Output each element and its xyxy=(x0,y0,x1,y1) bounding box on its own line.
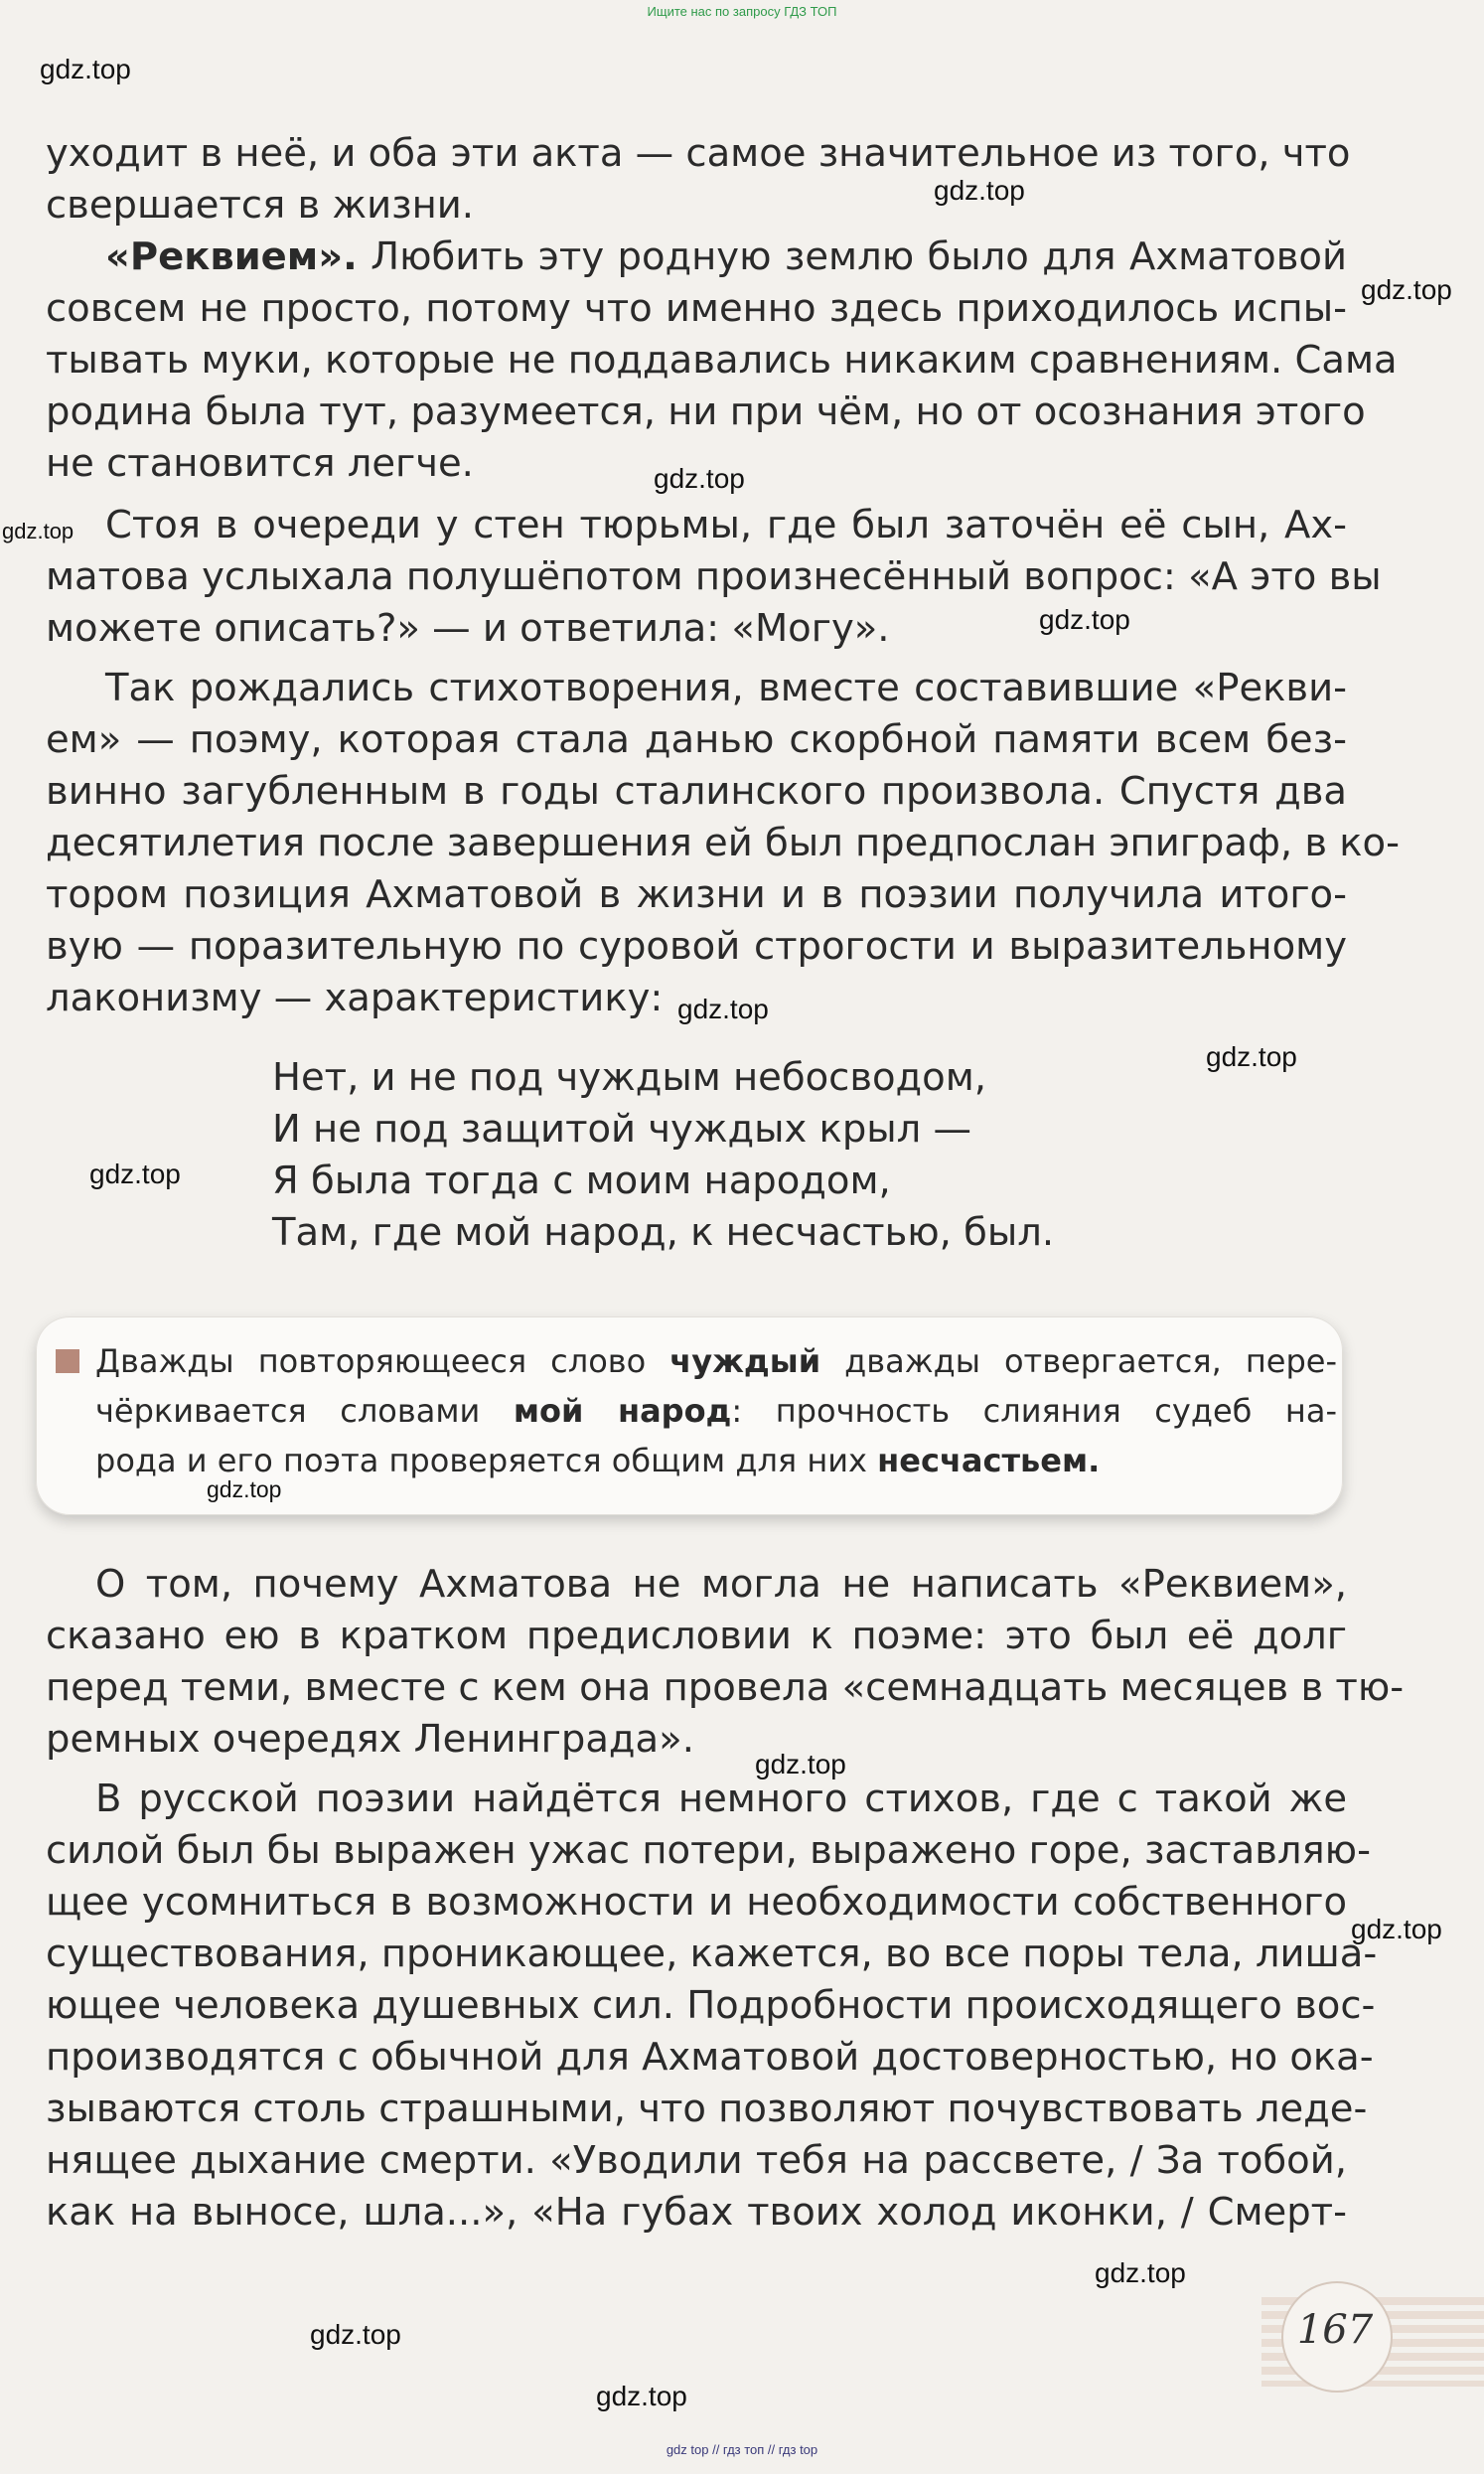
text-line: существования, проникающее, кажется, во все поры тела, лиша- xyxy=(46,1932,1378,1976)
text-line: винно загубленным в годы сталинского произвола. Спустя два xyxy=(46,769,1347,814)
text-line: производятся с обычной для Ахматовой достоверностью, но ока- xyxy=(46,2035,1374,2080)
header-note: Ищите нас по запросу ГДЗ ТОП xyxy=(647,4,837,19)
text-line: совсем не просто, потому что именно здесь приходилось испы- xyxy=(46,286,1347,331)
watermark: gdz.top xyxy=(2,519,74,543)
poem-line: Нет, и не под чуждым небосводом, xyxy=(272,1055,987,1100)
watermark: gdz.top xyxy=(1361,274,1452,305)
text-line: нящее дыхание смерти. «Уводили тебя на рассвете, / За тобой, xyxy=(46,2138,1347,2183)
box-line: чёркивается словами мой народ: прочность слияния судеб на- xyxy=(95,1392,1338,1430)
text-line: тором позиция Ахматовой в жизни и в поэзии получила итого- xyxy=(46,872,1347,917)
text-line: свершается в жизни. xyxy=(46,183,475,228)
text-line: уходит в неё, и оба эти акта — самое значительное из того, что xyxy=(46,131,1351,176)
watermark: gdz.top xyxy=(1206,1041,1297,1072)
poem-line: Там, где мой народ, к несчастью, был. xyxy=(272,1210,1055,1255)
watermark: gdz.top xyxy=(1095,2257,1186,2288)
text-line: Стоя в очереди у стен тюрьмы, где был заточён её сын, Ах- xyxy=(105,503,1347,547)
poem-line: И не под защитой чуждых крыл — xyxy=(272,1107,971,1152)
watermark: gdz.top xyxy=(207,1476,282,1502)
watermark: gdz.top xyxy=(677,994,769,1024)
page-number: 167 xyxy=(1296,2307,1374,2353)
text-line: не становится легче. xyxy=(46,441,474,486)
text-line: как на выносе, шла...», «На губах твоих холод иконки, / Смерт- xyxy=(46,2190,1347,2235)
watermark: gdz.top xyxy=(89,1159,181,1189)
watermark: gdz.top xyxy=(40,54,131,84)
text-line: вую — поразительную по суровой строгости и выразительному xyxy=(46,924,1347,969)
text-line: «Реквием». Любить эту родную землю было для Ахматовой xyxy=(105,234,1347,279)
text-line: щее усомниться в возможности и необходимости собственного xyxy=(46,1880,1347,1925)
poem-line: Я была тогда с моим народом, xyxy=(272,1159,891,1203)
watermark: gdz.top xyxy=(654,463,745,494)
watermark: gdz.top xyxy=(596,2381,687,2411)
footer-note: gdz top // гдз топ // гдз top xyxy=(666,2442,818,2457)
text-line: ем» — поэму, которая стала данью скорбной памяти всем без- xyxy=(46,717,1347,762)
requiem-title: «Реквием». xyxy=(105,234,358,279)
watermark: gdz.top xyxy=(934,175,1025,206)
text-line: перед теми, вместе с кем она провела «семнадцать месяцев в тю- xyxy=(46,1665,1405,1710)
text-line: родина была тут, разумеется, ни при чём, но от осознания этого xyxy=(46,389,1366,434)
watermark: gdz.top xyxy=(1351,1914,1442,1944)
text-line: десятилетия после завершения ей был предпослан эпиграф, в ко- xyxy=(46,821,1400,865)
text-line: ремных очередях Ленинграда». xyxy=(46,1717,694,1762)
text-line: В русской поэзии найдётся немного стихов, где с такой же xyxy=(95,1777,1347,1821)
watermark: gdz.top xyxy=(1039,604,1130,635)
text-line: сказано ею в кратком предисловии к поэме: это был её долг xyxy=(46,1614,1347,1658)
box-line: рода и его поэта проверяется общим для них несчастьем. xyxy=(95,1442,1101,1479)
text-line: можете описать?» — и ответила: «Могу». xyxy=(46,606,890,651)
text-line: О том, почему Ахматова не могла не написать «Реквием», xyxy=(95,1562,1347,1607)
watermark: gdz.top xyxy=(755,1749,846,1779)
box-line: Дважды повторяющееся слово чуждый дважды отвергается, пере- xyxy=(95,1342,1337,1380)
text-line: матова услыхала полушёпотом произнесённый вопрос: «А это вы xyxy=(46,554,1382,599)
text-line: зываются столь страшными, что позволяют почувствовать леде- xyxy=(46,2087,1368,2131)
text-line: ющее человека душевных сил. Подробности происходящего вос- xyxy=(46,1983,1376,2028)
text-line: силой был бы выражен ужас потери, выражено горе, заставляю- xyxy=(46,1828,1371,1873)
text-line: Так рождались стихотворения, вместе составившие «Рекви- xyxy=(105,666,1347,710)
text-line: лаконизму — характеристику: xyxy=(46,976,664,1020)
bullet-square-icon xyxy=(56,1349,79,1373)
text-line: тывать муки, которые не поддавались никаким сравнениям. Сама xyxy=(46,338,1398,383)
watermark: gdz.top xyxy=(310,2319,401,2350)
